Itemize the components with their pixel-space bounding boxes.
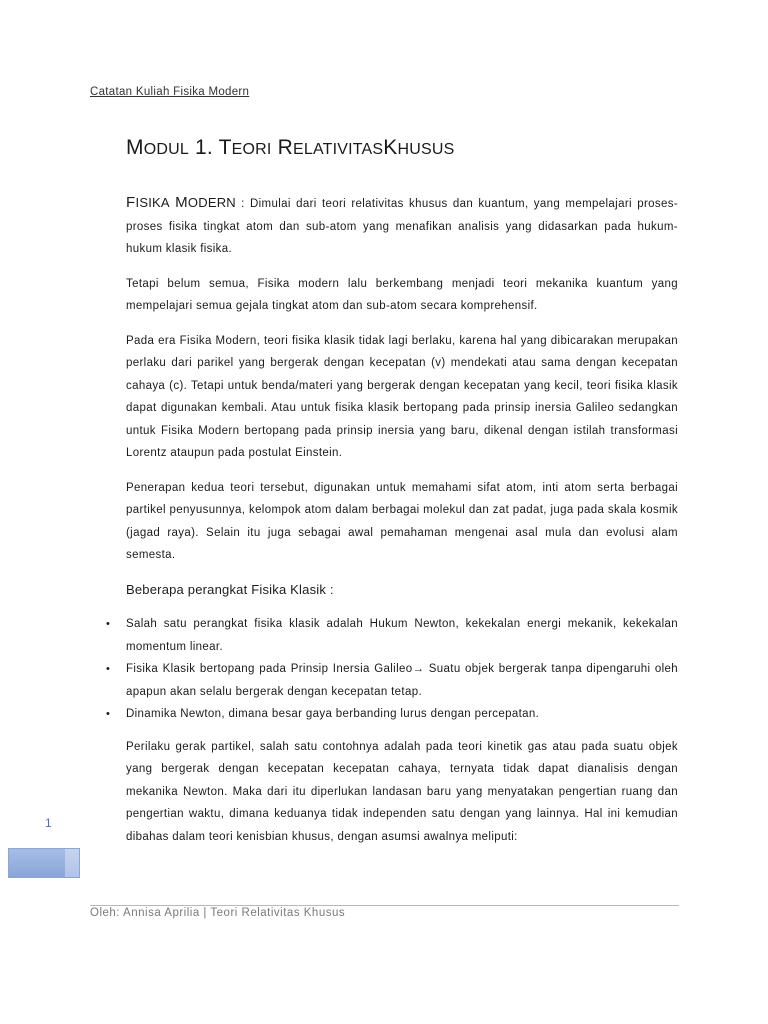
paragraph-4: Perilaku gerak partikel, salah satu contohnya adalah pada teori kinetik gas atau pada suatu objek yang bergerak dengan kecepatan kecepatan cahaya, ternyata tidak dapat dianalisis dengan mekanika Newton. Maka dari itu diperlukan landasan baru yang menyatakan pengertian ruang dan pengertian waktu, dimana keduanya tidak independen satu dengan yang lainnya. Hal ini kemudian dibahas dalam teori kenisbian khusus, dengan asumsi awalnya meliputi: bbox=[126, 740, 678, 843]
intro-text: : Dimulai dari teori relativitas khusus dan kuantum, yang mempelajari proses-proses fisika tingkat atom dan sub-atom yang menafikan analisis yang didasarkan pada hukum-hukum klasik fisika. bbox=[126, 198, 678, 255]
running-header: Catatan Kuliah Fisika Modern bbox=[90, 86, 250, 98]
title-part2: 1. T bbox=[195, 136, 232, 159]
intro-term-cap2: M bbox=[175, 194, 188, 211]
title-part4-cap: R bbox=[277, 136, 293, 159]
intro-term-rest2: ODERN bbox=[187, 195, 236, 210]
title-part1-cap: M bbox=[126, 136, 144, 159]
title-part1-rest: ODUL bbox=[143, 141, 189, 158]
paragraph-2: Pada era Fisika Modern, teori fisika klasik tidak lagi berlaku, karena hal yang dibicarakan merupakan perlaku dari parikel yang bergerak dengan kecepatan (v) mendekati atau sama dengan kecepatan cahaya (c). Tetapi untuk benda/materi yang bergerak dengan kecepatan yang kecil, teori fisika klasik dapat digunakan kembali. Atau untuk fisika klasik bertopang pada prinsip inersia Galileo sedangkan untuk Fisika Modern bertopang pada prinsip inersia yang baru, dikenal dengan istilah transformasi Lorentz ataupun pada postulat Einstein. bbox=[126, 334, 678, 459]
footer-divider bbox=[90, 905, 679, 906]
list-item bbox=[100, 703, 678, 726]
intro-paragraph bbox=[126, 192, 678, 261]
list-item-text: Fisika Klasik bertopang pada Prinsip Inersia Galileo→ Suatu objek bergerak tanpa dipengaruhi oleh apapun akan selalu bergerak dengan kecepatan tetap. bbox=[126, 663, 678, 698]
title-part5-rest: HUSUS bbox=[397, 141, 455, 158]
list-item bbox=[100, 613, 678, 658]
page-number: 1 bbox=[45, 816, 52, 830]
paragraph-3: Penerapan kedua teori tersebut, digunakan untuk memahami sifat atom, inti atom serta berbagai partikel penyusunnya, kelompok atom dalam berbagai molekul dan zat padat, juga pada skala kosmik (jagad raya). Selain itu juga sebagai awal pemahaman mengenai asal mula dan evolusi alam semesta. bbox=[126, 481, 678, 561]
running-footer: Oleh: Annisa Aprilia | Teori Relativitas Khusus bbox=[90, 907, 346, 919]
paragraph-1: Tetapi belum semua, Fisika modern lalu berkembang menjadi teori mekanika kuantum yang mempelajari semua gejala tingkat atom dan sub-atom secara komprehensif. bbox=[126, 277, 678, 312]
bullet-icon: • bbox=[106, 708, 111, 720]
bullet-list bbox=[100, 613, 678, 726]
page-tab-decoration bbox=[8, 848, 80, 878]
title-part4-rest: ELATIVITAS bbox=[292, 141, 384, 158]
list-item-text: Salah satu perangkat fisika klasik adalah Hukum Newton, kekekalan energi mekanik, kekekalan momentum linear. bbox=[126, 618, 678, 653]
page-title bbox=[126, 136, 455, 160]
document-body bbox=[106, 192, 678, 860]
list-item-text: Dinamika Newton, dimana besar gaya berbanding lurus dengan percepatan. bbox=[126, 708, 540, 720]
section-subheading: Beberapa perangkat Fisika Klasik : bbox=[126, 581, 334, 597]
bullet-icon: • bbox=[106, 618, 111, 630]
title-part5-cap: K bbox=[383, 136, 398, 159]
list-item bbox=[100, 658, 678, 703]
intro-term-rest1: ISIKA bbox=[135, 195, 170, 210]
title-part3-rest: EORI bbox=[231, 141, 272, 158]
bullet-icon: • bbox=[106, 663, 111, 675]
intro-term-cap1: F bbox=[126, 194, 136, 211]
